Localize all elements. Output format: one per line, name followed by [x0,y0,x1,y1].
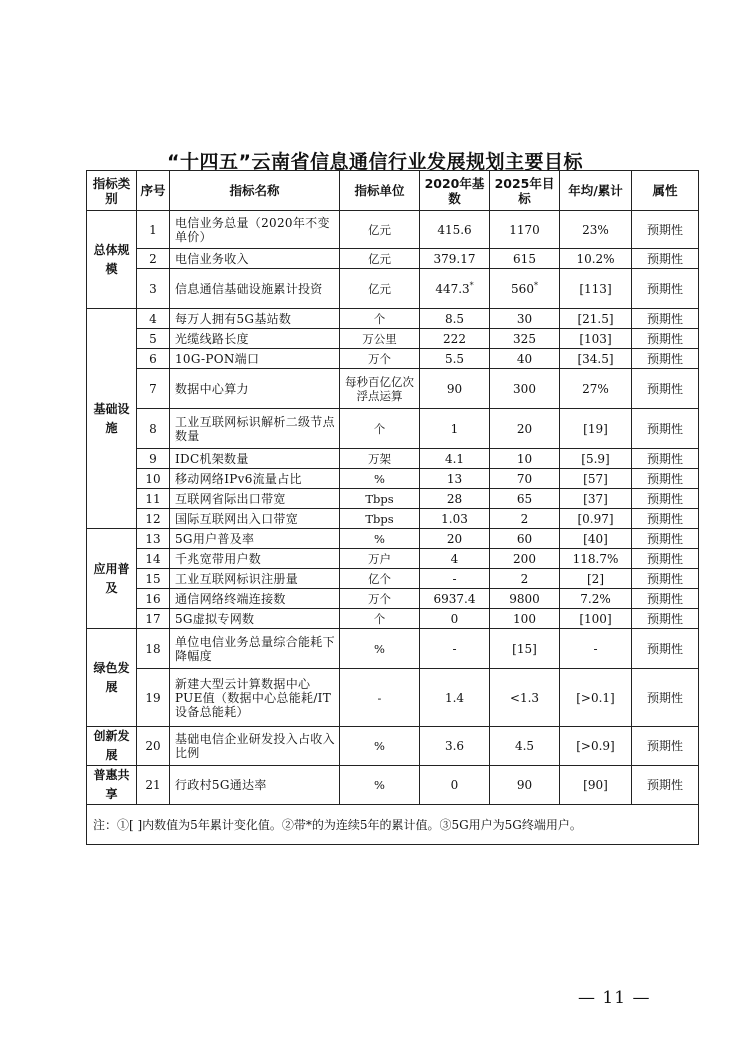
base-cell: - [420,569,490,589]
seq-cell: 9 [137,449,170,469]
attr-cell: 预期性 [632,269,699,309]
name-cell: 千兆宽带用户数 [170,549,340,569]
table-title: “十四五”云南省信息通信行业发展规划主要目标 [167,151,583,173]
table-row [87,569,699,589]
unit-cell: 万个 [340,589,420,609]
table-row [87,549,699,569]
base-cell: 28 [420,489,490,509]
name-cell: 电信业务收入 [170,249,340,269]
attr-cell: 预期性 [632,509,699,529]
name-cell: 工业互联网标识解析二级节点数量 [170,409,340,449]
name-cell: 通信网络终端连接数 [170,589,340,609]
table-row [87,449,699,469]
seq-cell: 3 [137,269,170,309]
unit-cell: Tbps [340,509,420,529]
growth-cell: 23% [560,211,632,249]
target-cell [490,269,560,309]
targets-table [86,170,699,845]
base-cell: 8.5 [420,309,490,329]
name-cell: 单位电信业务总量综合能耗下降幅度 [170,629,340,669]
attr-cell: 预期性 [632,669,699,727]
unit-cell: 亿元 [340,211,420,249]
unit-cell: 亿元 [340,249,420,269]
base-cell: 90 [420,369,490,409]
base-cell: - [420,629,490,669]
base-value: 447.3 [435,281,470,296]
attr-cell: 预期性 [632,727,699,766]
seq-cell: 13 [137,529,170,549]
target-cell: [15] [490,629,560,669]
growth-cell: [100] [560,609,632,629]
attr-cell: 预期性 [632,629,699,669]
base-cell: 4.1 [420,449,490,469]
unit-cell: 亿元 [340,269,420,309]
seq-cell: 17 [137,609,170,629]
growth-cell: 118.7% [560,549,632,569]
growth-cell: [113] [560,269,632,309]
category-cell: 创新发展 [87,727,137,766]
table-row [87,489,699,509]
attr-cell: 预期性 [632,449,699,469]
target-cell: 90 [490,766,560,805]
table-row [87,211,699,249]
growth-cell: [21.5] [560,309,632,329]
seq-cell: 20 [137,727,170,766]
table-row [87,609,699,629]
growth-cell: [57] [560,469,632,489]
attr-cell: 预期性 [632,529,699,549]
target-cell: 9800 [490,589,560,609]
attr-cell: 预期性 [632,329,699,349]
target-cell: 30 [490,309,560,329]
target-cell: 100 [490,609,560,629]
table-row [87,329,699,349]
name-cell: 行政村5G通达率 [170,766,340,805]
table-note: 注：①[ ]内数值为5年累计变化值。②带*的为连续5年的累计值。③5G用户为5G终端用户。 [87,805,699,845]
growth-cell: 7.2% [560,589,632,609]
name-cell: 基础电信企业研发投入占收入比例 [170,727,340,766]
growth-cell: [>0.9] [560,727,632,766]
attr-cell: 预期性 [632,766,699,805]
category-cell: 绿色发展 [87,629,137,727]
header-name: 指标名称 [170,171,340,211]
base-cell: 0 [420,766,490,805]
growth-cell: [0.97] [560,509,632,529]
unit-cell: 个 [340,409,420,449]
name-cell: 5G虚拟专网数 [170,609,340,629]
header-row [87,171,699,211]
target-cell: 615 [490,249,560,269]
table-row [87,727,699,766]
unit-cell: Tbps [340,489,420,509]
name-cell: 移动网络IPv6流量占比 [170,469,340,489]
base-cell: 0 [420,609,490,629]
attr-cell: 预期性 [632,249,699,269]
attr-cell: 预期性 [632,309,699,329]
name-cell: 10G-PON端口 [170,349,340,369]
name-cell: 国际互联网出入口带宽 [170,509,340,529]
base-cell: 1.03 [420,509,490,529]
name-cell: 信息通信基础设施累计投资 [170,269,340,309]
name-cell: 光缆线路长度 [170,329,340,349]
unit-cell: % [340,629,420,669]
target-value: 560 [511,281,534,296]
table-row [87,249,699,269]
unit-cell: % [340,727,420,766]
base-cell: 1 [420,409,490,449]
base-cell: 5.5 [420,349,490,369]
cumulative-mark: * [533,280,538,290]
attr-cell: 预期性 [632,369,699,409]
category-cell: 普惠共享 [87,766,137,805]
table-row [87,469,699,489]
category-cell: 应用普及 [87,529,137,629]
growth-cell: [37] [560,489,632,509]
seq-cell: 18 [137,629,170,669]
header-base: 2020年基数 [420,171,490,211]
unit-cell: % [340,469,420,489]
name-cell: 新建大型云计算数据中心PUE值（数据中心总能耗/IT设备总能耗） [170,669,340,727]
seq-cell: 6 [137,349,170,369]
attr-cell: 预期性 [632,549,699,569]
header-attr: 属性 [632,171,699,211]
header-target: 2025年目标 [490,171,560,211]
table-row [87,766,699,805]
growth-cell: [90] [560,766,632,805]
unit-cell: 个 [340,609,420,629]
attr-cell: 预期性 [632,489,699,509]
unit-cell: 万架 [340,449,420,469]
table-row [87,669,699,727]
base-cell: 4 [420,549,490,569]
attr-cell: 预期性 [632,569,699,589]
target-cell: 40 [490,349,560,369]
target-cell: 10 [490,449,560,469]
unit-cell: 个 [340,309,420,329]
name-cell: 数据中心算力 [170,369,340,409]
seq-cell: 16 [137,589,170,609]
unit-cell: % [340,529,420,549]
unit-cell: 每秒百亿亿次浮点运算 [340,369,420,409]
target-cell: 2 [490,509,560,529]
target-cell: 2 [490,569,560,589]
seq-cell: 10 [137,469,170,489]
table-row [87,349,699,369]
target-cell: <1.3 [490,669,560,727]
seq-cell: 4 [137,309,170,329]
seq-cell: 15 [137,569,170,589]
target-cell: 4.5 [490,727,560,766]
unit-cell: 万公里 [340,329,420,349]
table-row [87,269,699,309]
base-cell: 3.6 [420,727,490,766]
cumulative-mark: * [469,280,474,290]
growth-cell: [>0.1] [560,669,632,727]
header-category: 指标类别 [87,171,137,211]
growth-cell: [40] [560,529,632,549]
seq-cell: 19 [137,669,170,727]
base-cell: 13 [420,469,490,489]
seq-cell: 2 [137,249,170,269]
name-cell: 5G用户普及率 [170,529,340,549]
header-unit: 指标单位 [340,171,420,211]
category-cell: 总体规模 [87,211,137,309]
table-row [87,309,699,329]
base-cell: 6937.4 [420,589,490,609]
page-number: — 11 — [578,988,651,1008]
seq-cell: 12 [137,509,170,529]
seq-cell: 8 [137,409,170,449]
unit-cell: 万个 [340,349,420,369]
unit-cell: 万户 [340,549,420,569]
base-cell [420,269,490,309]
category-cell: 基础设施 [87,309,137,529]
target-cell: 20 [490,409,560,449]
unit-cell: % [340,766,420,805]
base-cell: 1.4 [420,669,490,727]
base-cell: 415.6 [420,211,490,249]
base-cell: 20 [420,529,490,549]
name-cell: 互联网省际出口带宽 [170,489,340,509]
growth-cell: [103] [560,329,632,349]
name-cell: IDC机架数量 [170,449,340,469]
unit-cell: - [340,669,420,727]
name-cell: 工业互联网标识注册量 [170,569,340,589]
attr-cell: 预期性 [632,409,699,449]
seq-cell: 5 [137,329,170,349]
growth-cell: [2] [560,569,632,589]
target-cell: 200 [490,549,560,569]
table-row [87,629,699,669]
attr-cell: 预期性 [632,349,699,369]
growth-cell: [34.5] [560,349,632,369]
table-row [87,369,699,409]
attr-cell: 预期性 [632,589,699,609]
header-seq: 序号 [137,171,170,211]
target-cell: 70 [490,469,560,489]
target-cell: 60 [490,529,560,549]
table-row [87,509,699,529]
name-cell: 电信业务总量（2020年不变单价） [170,211,340,249]
attr-cell: 预期性 [632,609,699,629]
seq-cell: 11 [137,489,170,509]
target-cell: 65 [490,489,560,509]
header-growth: 年均/累计 [560,171,632,211]
target-cell: 300 [490,369,560,409]
attr-cell: 预期性 [632,211,699,249]
growth-cell: [19] [560,409,632,449]
table-row [87,409,699,449]
seq-cell: 7 [137,369,170,409]
growth-cell: 27% [560,369,632,409]
table-row [87,529,699,549]
attr-cell: 预期性 [632,469,699,489]
growth-cell: - [560,629,632,669]
note-row [87,805,699,845]
growth-cell: 10.2% [560,249,632,269]
seq-cell: 1 [137,211,170,249]
unit-cell: 亿个 [340,569,420,589]
target-cell: 1170 [490,211,560,249]
base-cell: 222 [420,329,490,349]
target-cell: 325 [490,329,560,349]
growth-cell: [5.9] [560,449,632,469]
seq-cell: 21 [137,766,170,805]
seq-cell: 14 [137,549,170,569]
table-row [87,589,699,609]
name-cell: 每万人拥有5G基站数 [170,309,340,329]
base-cell: 379.17 [420,249,490,269]
